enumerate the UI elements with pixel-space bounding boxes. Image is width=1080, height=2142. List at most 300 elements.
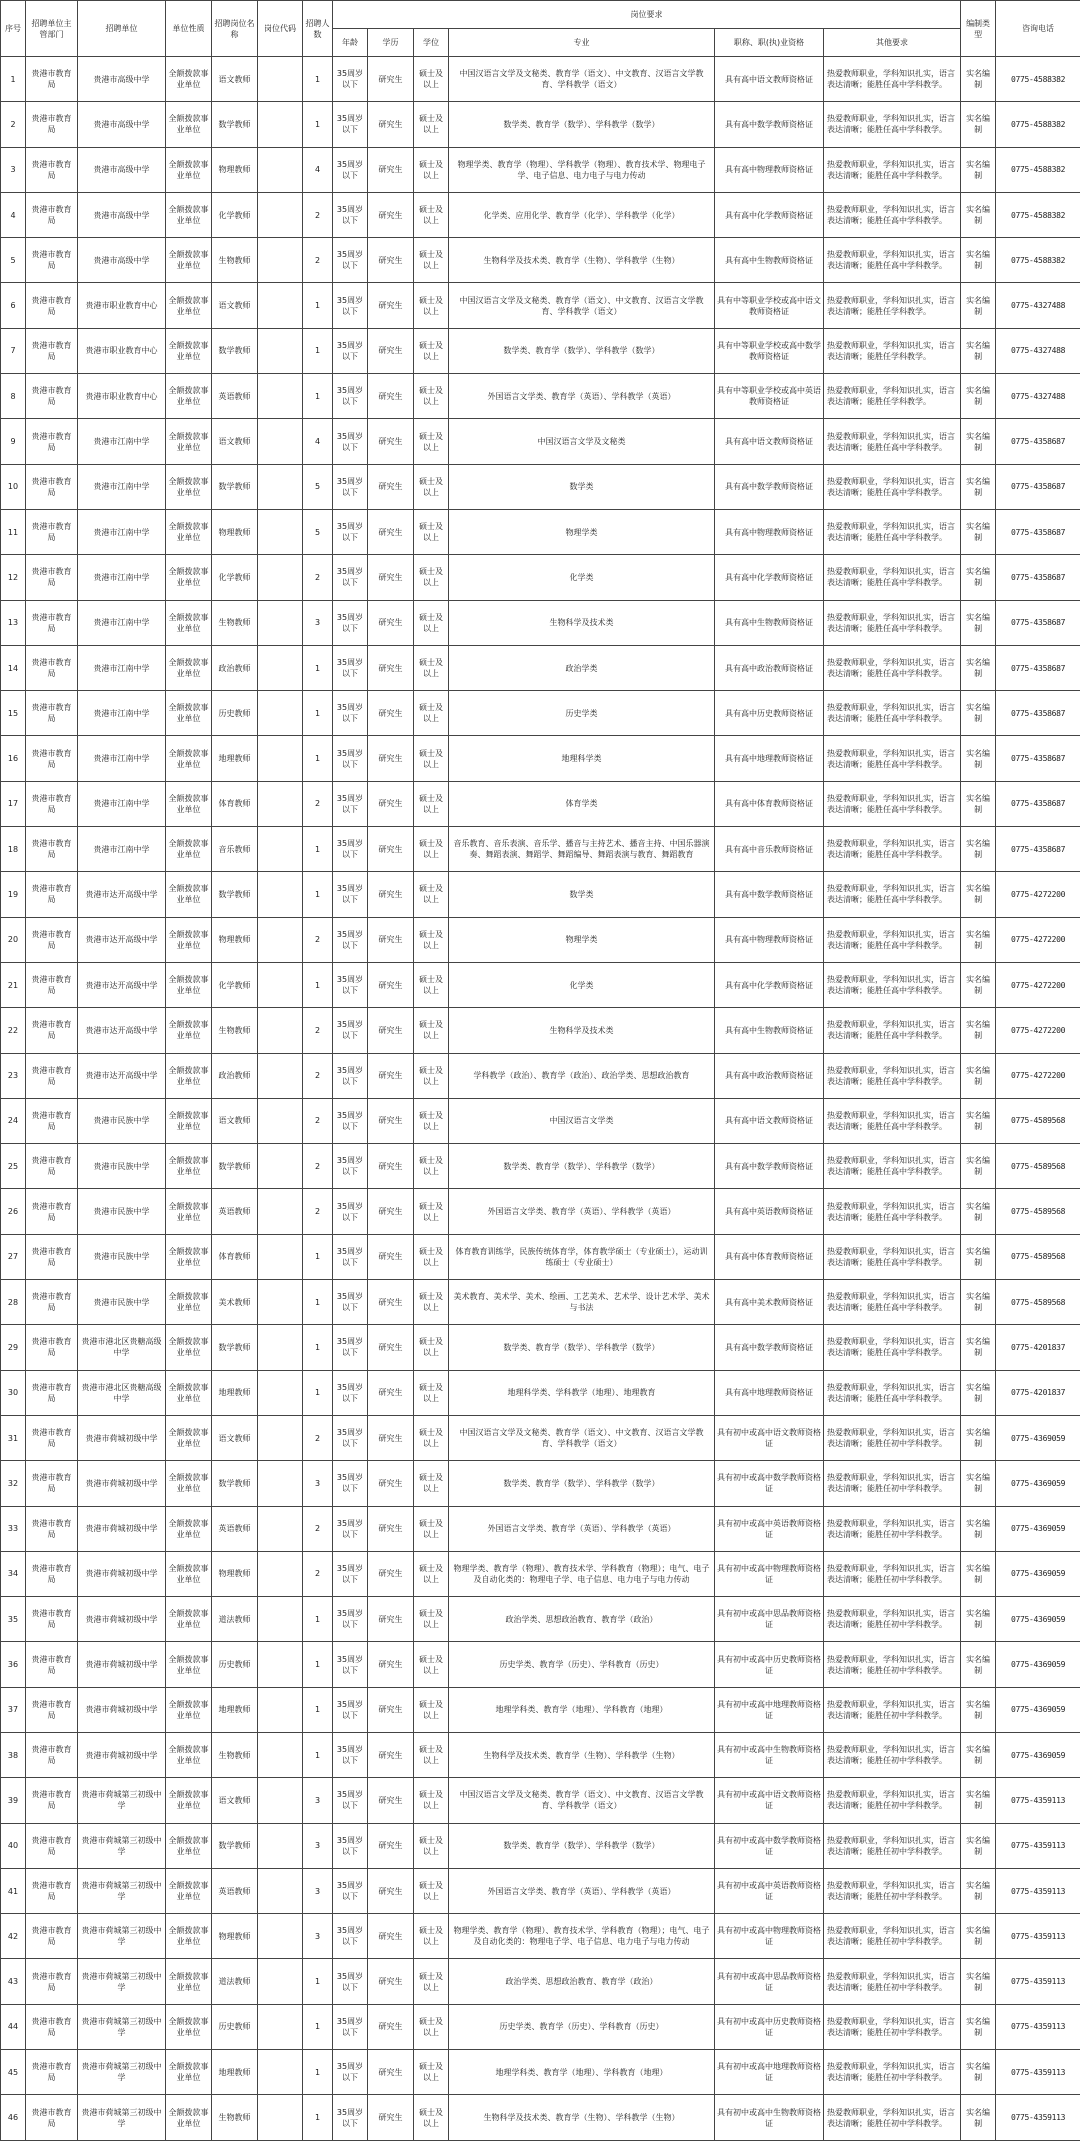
cell-code [258, 1687, 303, 1732]
cell-nature: 全额拨款事业单位 [166, 1280, 212, 1325]
cell-qual: 具有高中政治教师资格证 [715, 1053, 824, 1098]
cell-edu: 研究生 [368, 1144, 414, 1189]
cell-type: 实名编制 [961, 1234, 996, 1279]
table-row [1, 1778, 1080, 1823]
cell-other: 热爱教师职业，学科知识扎实，语言表达清晰；能胜任初中学科教学。 [824, 1959, 961, 2004]
cell-edu: 研究生 [368, 147, 414, 192]
cell-edu: 研究生 [368, 781, 414, 826]
cell-post: 数学教师 [212, 1823, 258, 1868]
cell-no: 24 [1, 1098, 26, 1143]
cell-edu: 研究生 [368, 1778, 414, 1823]
cell-other: 热爱教师职业，学科知识扎实，语言表达清晰；能胜任高中学科教学。 [824, 509, 961, 554]
cell-degree: 硕士及以上 [414, 827, 449, 872]
cell-dept: 贵港市教育局 [26, 1642, 78, 1687]
cell-phone: 0775-4369059 [996, 1506, 1080, 1551]
cell-dept: 贵港市教育局 [26, 555, 78, 600]
cell-type: 实名编制 [961, 872, 996, 917]
cell-degree: 硕士及以上 [414, 192, 449, 237]
cell-major: 物理学类、教育学（物理）、教育技术学、学科教育（物理）；电气、电子及自动化类的：物理电子学、电子信息、电力电子与电力传动 [449, 1914, 715, 1959]
table-header [1, 1, 1080, 57]
cell-code [258, 645, 303, 690]
cell-major: 化学类、应用化学、教育学（化学）、学科教学（化学） [449, 192, 715, 237]
cell-edu: 研究生 [368, 509, 414, 554]
cell-phone: 0775-4272200 [996, 1053, 1080, 1098]
cell-edu: 研究生 [368, 1687, 414, 1732]
cell-major: 外国语言文学类、教育学（英语）、学科教学（英语） [449, 374, 715, 419]
cell-count: 1 [303, 283, 333, 328]
cell-degree: 硕士及以上 [414, 1325, 449, 1370]
cell-qual: 具有初中或高中思品教师资格证 [715, 1597, 824, 1642]
cell-nature: 全额拨款事业单位 [166, 102, 212, 147]
cell-dept: 贵港市教育局 [26, 283, 78, 328]
cell-unit: 贵港市江南中学 [78, 419, 166, 464]
cell-major: 生物科学及技术类 [449, 600, 715, 645]
cell-dept: 贵港市教育局 [26, 1461, 78, 1506]
cell-type: 实名编制 [961, 57, 996, 102]
cell-other: 热爱教师职业，学科知识扎实，语言表达清晰；能胜任初中学科教学。 [824, 1506, 961, 1551]
cell-unit: 贵港市高级中学 [78, 57, 166, 102]
cell-post: 历史教师 [212, 1642, 258, 1687]
cell-edu: 研究生 [368, 1370, 414, 1415]
cell-age: 35周岁以下 [333, 736, 368, 781]
cell-code [258, 1778, 303, 1823]
cell-count: 1 [303, 736, 333, 781]
cell-type: 实名编制 [961, 192, 996, 237]
cell-phone: 0775-4588382 [996, 192, 1080, 237]
cell-count: 3 [303, 1778, 333, 1823]
cell-no: 14 [1, 645, 26, 690]
cell-type: 实名编制 [961, 1144, 996, 1189]
cell-phone: 0775-4589568 [996, 1144, 1080, 1189]
cell-code [258, 2004, 303, 2049]
cell-dept: 贵港市教育局 [26, 464, 78, 509]
cell-phone: 0775-4272200 [996, 872, 1080, 917]
cell-no: 32 [1, 1461, 26, 1506]
cell-code [258, 419, 303, 464]
cell-other: 热爱教师职业，学科知识扎实，语言表达清晰；能胜任初中学科教学。 [824, 2050, 961, 2095]
cell-qual: 具有高中语文教师资格证 [715, 1098, 824, 1143]
cell-other: 热爱教师职业，学科知识扎实，语言表达清晰；能胜任高中学科教学。 [824, 1189, 961, 1234]
cell-count: 3 [303, 1914, 333, 1959]
cell-dept: 贵港市教育局 [26, 1098, 78, 1143]
cell-dept: 贵港市教育局 [26, 57, 78, 102]
cell-code [258, 872, 303, 917]
cell-code [258, 2050, 303, 2095]
cell-no: 23 [1, 1053, 26, 1098]
cell-other: 热爱教师职业，学科知识扎实，语言表达清晰；能胜任高中学科教学。 [824, 57, 961, 102]
cell-code [258, 147, 303, 192]
cell-phone: 0775-4327488 [996, 283, 1080, 328]
cell-phone: 0775-4359113 [996, 1868, 1080, 1913]
cell-major: 数学类、教育学（数学）、学科教学（数学） [449, 1325, 715, 1370]
cell-age: 35周岁以下 [333, 555, 368, 600]
cell-qual: 具有高中物理教师资格证 [715, 147, 824, 192]
cell-dept: 贵港市教育局 [26, 1008, 78, 1053]
table-row [1, 102, 1080, 147]
table-row [1, 1280, 1080, 1325]
cell-nature: 全额拨款事业单位 [166, 2095, 212, 2140]
cell-major: 数学类、教育学（数学）、学科教学（数学） [449, 1461, 715, 1506]
cell-unit: 贵港市达开高级中学 [78, 1008, 166, 1053]
cell-qual: 具有高中数学教师资格证 [715, 1144, 824, 1189]
cell-age: 35周岁以下 [333, 1144, 368, 1189]
cell-age: 35周岁以下 [333, 2095, 368, 2140]
cell-qual: 具有高中生物教师资格证 [715, 1008, 824, 1053]
cell-edu: 研究生 [368, 1280, 414, 1325]
cell-unit: 贵港市荷城初级中学 [78, 1732, 166, 1777]
cell-code [258, 1053, 303, 1098]
cell-other: 热爱教师职业，学科知识扎实，语言表达清晰；能胜任高中学科教学。 [824, 1008, 961, 1053]
cell-no: 15 [1, 691, 26, 736]
table-row [1, 1461, 1080, 1506]
cell-code [258, 781, 303, 826]
cell-post: 语文教师 [212, 1778, 258, 1823]
cell-code [258, 57, 303, 102]
table-row [1, 781, 1080, 826]
cell-qual: 具有初中或高中思品教师资格证 [715, 1959, 824, 2004]
table-row [1, 600, 1080, 645]
cell-dept: 贵港市教育局 [26, 1506, 78, 1551]
cell-edu: 研究生 [368, 1415, 414, 1460]
cell-degree: 硕士及以上 [414, 1234, 449, 1279]
cell-post: 体育教师 [212, 1234, 258, 1279]
cell-degree: 硕士及以上 [414, 691, 449, 736]
cell-post: 政治教师 [212, 1053, 258, 1098]
cell-post: 生物教师 [212, 2095, 258, 2140]
cell-no: 8 [1, 374, 26, 419]
cell-no: 46 [1, 2095, 26, 2140]
cell-code [258, 917, 303, 962]
header-degree: 学位 [414, 29, 449, 57]
cell-degree: 硕士及以上 [414, 1778, 449, 1823]
cell-unit: 贵港市达开高级中学 [78, 872, 166, 917]
cell-unit: 贵港市江南中学 [78, 600, 166, 645]
cell-nature: 全额拨款事业单位 [166, 1144, 212, 1189]
cell-post: 语文教师 [212, 1415, 258, 1460]
cell-dept: 贵港市教育局 [26, 1823, 78, 1868]
cell-major: 物理学类 [449, 509, 715, 554]
cell-code [258, 102, 303, 147]
cell-qual: 具有初中或高中历史教师资格证 [715, 1642, 824, 1687]
table-row [1, 1144, 1080, 1189]
cell-qual: 具有高中数学教师资格证 [715, 1325, 824, 1370]
cell-count: 3 [303, 600, 333, 645]
cell-no: 30 [1, 1370, 26, 1415]
cell-nature: 全额拨款事业单位 [166, 1959, 212, 2004]
cell-type: 实名编制 [961, 1551, 996, 1596]
cell-code [258, 328, 303, 373]
cell-unit: 贵港市江南中学 [78, 509, 166, 554]
cell-post: 地理教师 [212, 1687, 258, 1732]
cell-count: 2 [303, 1551, 333, 1596]
cell-post: 道法教师 [212, 1959, 258, 2004]
cell-dept: 贵港市教育局 [26, 1687, 78, 1732]
cell-degree: 硕士及以上 [414, 509, 449, 554]
cell-code [258, 691, 303, 736]
cell-dept: 贵港市教育局 [26, 1280, 78, 1325]
cell-unit: 贵港市高级中学 [78, 147, 166, 192]
cell-code [258, 1868, 303, 1913]
cell-unit: 贵港市达开高级中学 [78, 962, 166, 1007]
cell-age: 35周岁以下 [333, 2050, 368, 2095]
cell-no: 16 [1, 736, 26, 781]
cell-dept: 贵港市教育局 [26, 2050, 78, 2095]
cell-degree: 硕士及以上 [414, 1189, 449, 1234]
cell-type: 实名编制 [961, 1687, 996, 1732]
cell-count: 2 [303, 1053, 333, 1098]
cell-post: 英语教师 [212, 1506, 258, 1551]
cell-count: 1 [303, 57, 333, 102]
cell-degree: 硕士及以上 [414, 102, 449, 147]
cell-nature: 全额拨款事业单位 [166, 872, 212, 917]
cell-age: 35周岁以下 [333, 1461, 368, 1506]
cell-no: 6 [1, 283, 26, 328]
cell-degree: 硕士及以上 [414, 1551, 449, 1596]
cell-no: 1 [1, 57, 26, 102]
cell-code [258, 283, 303, 328]
cell-no: 39 [1, 1778, 26, 1823]
cell-dept: 贵港市教育局 [26, 1732, 78, 1777]
cell-major: 数学类、教育学（数学）、学科教学（数学） [449, 1823, 715, 1868]
cell-no: 11 [1, 509, 26, 554]
cell-phone: 0775-4369059 [996, 1687, 1080, 1732]
cell-edu: 研究生 [368, 1234, 414, 1279]
cell-nature: 全额拨款事业单位 [166, 1732, 212, 1777]
cell-code [258, 600, 303, 645]
cell-major: 物理学类、教育学（物理）、教育技术学、学科教育（物理）；电气、电子及自动化类的：物理电子学、电子信息、电力电子与电力传动 [449, 1551, 715, 1596]
cell-no: 21 [1, 962, 26, 1007]
table-row [1, 1098, 1080, 1143]
cell-code [258, 2095, 303, 2140]
cell-degree: 硕士及以上 [414, 1370, 449, 1415]
cell-post: 生物教师 [212, 1732, 258, 1777]
cell-other: 热爱教师职业，学科知识扎实，语言表达清晰；能胜任高中学科教学。 [824, 1325, 961, 1370]
cell-unit: 贵港市江南中学 [78, 827, 166, 872]
cell-count: 2 [303, 1415, 333, 1460]
table-row [1, 917, 1080, 962]
cell-dept: 贵港市教育局 [26, 781, 78, 826]
cell-major: 地理学科类、教育学（地理）、学科教育（地理） [449, 1687, 715, 1732]
cell-nature: 全额拨款事业单位 [166, 1868, 212, 1913]
cell-unit: 贵港市荷城初级中学 [78, 1687, 166, 1732]
cell-type: 实名编制 [961, 1597, 996, 1642]
cell-dept: 贵港市教育局 [26, 600, 78, 645]
header-unit: 招聘单位 [78, 1, 166, 57]
cell-other: 热爱教师职业，学科知识扎实，语言表达清晰；能胜任初中学科教学。 [824, 1687, 961, 1732]
cell-unit: 贵港市荷城第三初级中学 [78, 1823, 166, 1868]
cell-qual: 具有高中数学教师资格证 [715, 102, 824, 147]
cell-edu: 研究生 [368, 419, 414, 464]
table-row [1, 1506, 1080, 1551]
cell-qual: 具有高中数学教师资格证 [715, 872, 824, 917]
cell-no: 18 [1, 827, 26, 872]
cell-count: 2 [303, 192, 333, 237]
cell-no: 38 [1, 1732, 26, 1777]
cell-major: 外国语言文学类、教育学（英语）、学科教学（英语） [449, 1506, 715, 1551]
cell-phone: 0775-4272200 [996, 962, 1080, 1007]
cell-degree: 硕士及以上 [414, 1823, 449, 1868]
cell-phone: 0775-4327488 [996, 374, 1080, 419]
cell-nature: 全额拨款事业单位 [166, 1053, 212, 1098]
cell-count: 4 [303, 147, 333, 192]
cell-other: 热爱教师职业，学科知识扎实，语言表达清晰；能胜任高中学科教学。 [824, 1370, 961, 1415]
cell-degree: 硕士及以上 [414, 600, 449, 645]
table-row [1, 57, 1080, 102]
cell-age: 35周岁以下 [333, 102, 368, 147]
cell-phone: 0775-4369059 [996, 1642, 1080, 1687]
table-row [1, 509, 1080, 554]
cell-other: 热爱教师职业，学科知识扎实，语言表达清晰；能胜任高中学科教学。 [824, 419, 961, 464]
cell-edu: 研究生 [368, 1823, 414, 1868]
cell-edu: 研究生 [368, 1461, 414, 1506]
cell-major: 政治学类、思想政治教育、教育学（政治） [449, 1959, 715, 2004]
cell-nature: 全额拨款事业单位 [166, 1461, 212, 1506]
cell-code [258, 1959, 303, 2004]
cell-other: 热爱教师职业，学科知识扎实，语言表达清晰；能胜任初中学科教学。 [824, 1823, 961, 1868]
cell-age: 35周岁以下 [333, 1189, 368, 1234]
cell-degree: 硕士及以上 [414, 1415, 449, 1460]
cell-qual: 具有高中化学教师资格证 [715, 192, 824, 237]
cell-degree: 硕士及以上 [414, 238, 449, 283]
cell-qual: 具有初中或高中物理教师资格证 [715, 1914, 824, 1959]
cell-count: 1 [303, 1642, 333, 1687]
cell-count: 2 [303, 917, 333, 962]
cell-major: 外国语言文学类、教育学（英语）、学科教学（英语） [449, 1189, 715, 1234]
cell-dept: 贵港市教育局 [26, 1778, 78, 1823]
cell-other: 热爱教师职业，学科知识扎实，语言表达清晰；能胜任高中学科教学。 [824, 238, 961, 283]
cell-edu: 研究生 [368, 283, 414, 328]
table-body [1, 57, 1080, 2141]
cell-unit: 贵港市江南中学 [78, 736, 166, 781]
table-row [1, 374, 1080, 419]
cell-unit: 贵港市职业教育中心 [78, 374, 166, 419]
cell-edu: 研究生 [368, 1098, 414, 1143]
cell-count: 1 [303, 328, 333, 373]
cell-edu: 研究生 [368, 102, 414, 147]
cell-type: 实名编制 [961, 736, 996, 781]
cell-qual: 具有初中或高中数学教师资格证 [715, 1823, 824, 1868]
cell-other: 热爱教师职业，学科知识扎实，语言表达清晰；能胜任学科教学。 [824, 328, 961, 373]
cell-count: 1 [303, 1234, 333, 1279]
cell-dept: 贵港市教育局 [26, 1959, 78, 2004]
cell-post: 生物教师 [212, 600, 258, 645]
cell-dept: 贵港市教育局 [26, 1144, 78, 1189]
cell-dept: 贵港市教育局 [26, 192, 78, 237]
cell-nature: 全额拨款事业单位 [166, 1189, 212, 1234]
cell-post: 地理教师 [212, 2050, 258, 2095]
cell-nature: 全额拨款事业单位 [166, 555, 212, 600]
cell-code [258, 1506, 303, 1551]
cell-no: 34 [1, 1551, 26, 1596]
cell-post: 数学教师 [212, 102, 258, 147]
cell-count: 1 [303, 2095, 333, 2140]
cell-major: 物理学类 [449, 917, 715, 962]
cell-unit: 贵港市荷城第三初级中学 [78, 2095, 166, 2140]
cell-age: 35周岁以下 [333, 1778, 368, 1823]
header-dept: 招聘单位主管部门 [26, 1, 78, 57]
cell-qual: 具有高中英语教师资格证 [715, 1189, 824, 1234]
cell-age: 35周岁以下 [333, 1053, 368, 1098]
cell-type: 实名编制 [961, 1823, 996, 1868]
cell-other: 热爱教师职业，学科知识扎实，语言表达清晰；能胜任高中学科教学。 [824, 1234, 961, 1279]
table-row [1, 1053, 1080, 1098]
cell-type: 实名编制 [961, 1189, 996, 1234]
cell-major: 中国汉语言文学类 [449, 1098, 715, 1143]
cell-post: 语文教师 [212, 1098, 258, 1143]
cell-type: 实名编制 [961, 238, 996, 283]
cell-edu: 研究生 [368, 1914, 414, 1959]
cell-age: 35周岁以下 [333, 1415, 368, 1460]
cell-qual: 具有高中物理教师资格证 [715, 917, 824, 962]
cell-edu: 研究生 [368, 2095, 414, 2140]
cell-nature: 全额拨款事业单位 [166, 645, 212, 690]
cell-count: 1 [303, 827, 333, 872]
cell-post: 语文教师 [212, 57, 258, 102]
cell-other: 热爱教师职业，学科知识扎实，语言表达清晰；能胜任学科教学。 [824, 283, 961, 328]
cell-qual: 具有中等职业学校或高中英语教师资格证 [715, 374, 824, 419]
cell-no: 2 [1, 102, 26, 147]
cell-unit: 贵港市达开高级中学 [78, 917, 166, 962]
cell-nature: 全额拨款事业单位 [166, 917, 212, 962]
cell-unit: 贵港市民族中学 [78, 1280, 166, 1325]
cell-code [258, 1098, 303, 1143]
table-row [1, 1914, 1080, 1959]
cell-post: 英语教师 [212, 1868, 258, 1913]
cell-phone: 0775-4369059 [996, 1597, 1080, 1642]
cell-phone: 0775-4359113 [996, 2004, 1080, 2049]
cell-age: 35周岁以下 [333, 691, 368, 736]
cell-qual: 具有高中政治教师资格证 [715, 645, 824, 690]
cell-count: 1 [303, 2050, 333, 2095]
cell-degree: 硕士及以上 [414, 1597, 449, 1642]
table-row [1, 1370, 1080, 1415]
cell-major: 生物科学及技术类、教育学（生物）、学科教学（生物） [449, 2095, 715, 2140]
cell-dept: 贵港市教育局 [26, 736, 78, 781]
cell-dept: 贵港市教育局 [26, 1325, 78, 1370]
cell-dept: 贵港市教育局 [26, 238, 78, 283]
table-row [1, 736, 1080, 781]
cell-qual: 具有初中或高中英语教师资格证 [715, 1868, 824, 1913]
table-row [1, 1008, 1080, 1053]
cell-other: 热爱教师职业，学科知识扎实，语言表达清晰；能胜任初中学科教学。 [824, 2004, 961, 2049]
cell-nature: 全额拨款事业单位 [166, 736, 212, 781]
cell-type: 实名编制 [961, 1415, 996, 1460]
cell-code [258, 464, 303, 509]
cell-type: 实名编制 [961, 419, 996, 464]
cell-no: 41 [1, 1868, 26, 1913]
cell-other: 热爱教师职业，学科知识扎实，语言表达清晰；能胜任高中学科教学。 [824, 827, 961, 872]
cell-major: 中国汉语言文学及文秘类 [449, 419, 715, 464]
table-row [1, 1551, 1080, 1596]
header-type: 编制类型 [961, 1, 996, 57]
cell-major: 政治学类 [449, 645, 715, 690]
cell-other: 热爱教师职业，学科知识扎实，语言表达清晰；能胜任高中学科教学。 [824, 962, 961, 1007]
cell-major: 生物科学及技术类、教育学（生物）、学科教学（生物） [449, 238, 715, 283]
header-age: 年龄 [333, 29, 368, 57]
cell-type: 实名编制 [961, 1325, 996, 1370]
table-row [1, 1415, 1080, 1460]
header-phone: 咨询电话 [996, 1, 1080, 57]
cell-other: 热爱教师职业，学科知识扎实，语言表达清晰；能胜任高中学科教学。 [824, 872, 961, 917]
cell-type: 实名编制 [961, 1914, 996, 1959]
cell-unit: 贵港市荷城初级中学 [78, 1415, 166, 1460]
cell-count: 5 [303, 464, 333, 509]
cell-age: 35周岁以下 [333, 917, 368, 962]
cell-count: 2 [303, 781, 333, 826]
cell-phone: 0775-4589568 [996, 1234, 1080, 1279]
cell-dept: 贵港市教育局 [26, 419, 78, 464]
cell-type: 实名编制 [961, 827, 996, 872]
